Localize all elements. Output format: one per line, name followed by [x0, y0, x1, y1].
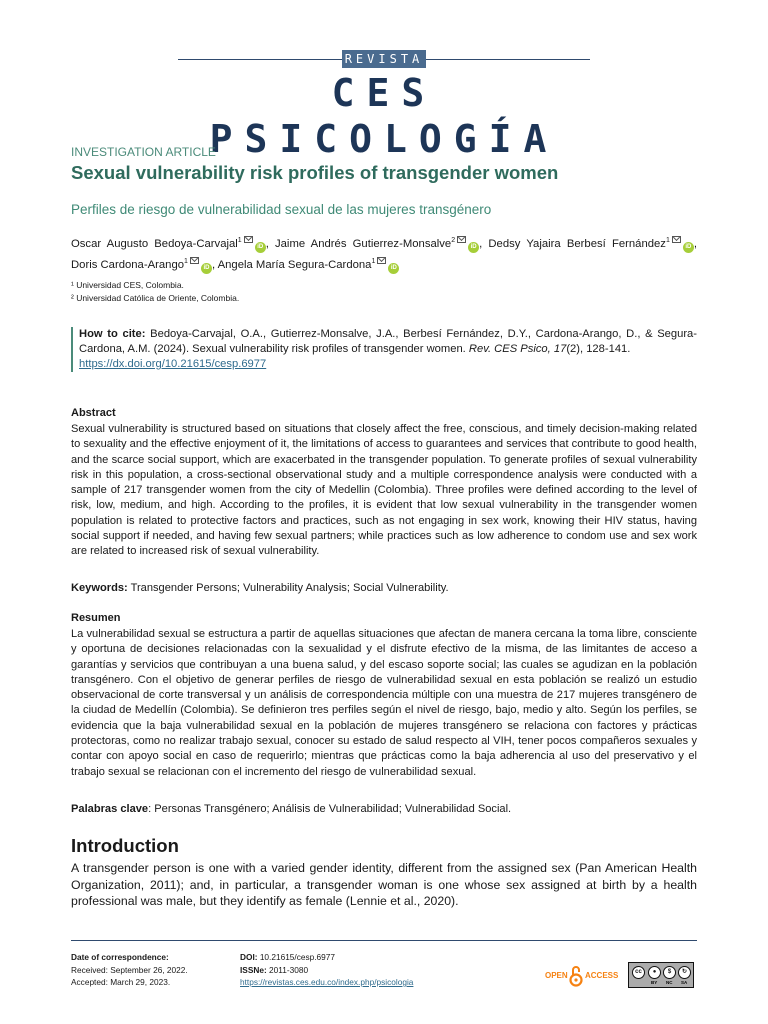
affiliation-1: ¹ Universidad CES, Colombia. — [71, 280, 184, 290]
cite-journal: Rev. CES Psico, 17 — [468, 343, 567, 355]
how-to-cite — [71, 327, 697, 372]
footer-rule — [71, 940, 697, 941]
author-affiliation-sup: 2 — [451, 237, 456, 244]
resumen-heading: Resumen — [71, 612, 121, 624]
cite-text: Bedoya-Carvajal, O.A., Gutierrez-Monsalve, J.A., Berbesí Fernández, D.Y., Cardona-Arango, D., & Segura-Cardona, A.M. (2024). Sexual vulnerability risk profiles of transgender women. — [79, 328, 697, 355]
oa-access-text: ACCESS — [585, 971, 619, 980]
palabras-clave-label: Palabras clave — [71, 803, 149, 815]
orcid-icon[interactable]: iD — [388, 263, 399, 274]
issn-value: 2011-3080 — [266, 964, 309, 975]
author-name: Jaime Andrés Gutierrez-Monsalve — [275, 237, 452, 250]
email-icon[interactable] — [672, 236, 681, 243]
cc-nc-icon: $ — [663, 966, 676, 979]
cc-by-icon: ● — [648, 966, 661, 979]
open-access-logo — [545, 963, 619, 991]
keywords — [71, 582, 697, 594]
author-name: Oscar Augusto Bedoya-Carvajal — [71, 237, 238, 250]
author-name: Angela María Segura-Cardona — [217, 258, 372, 271]
header-rule-left — [178, 59, 342, 60]
article-title-spanish: Perfiles de riesgo de vulnerabilidad sexual de las mujeres transgénero — [71, 202, 492, 217]
open-access-lock-icon — [569, 965, 583, 987]
correspondence-label: Date of correspondence: — [71, 952, 169, 962]
author-affiliation-sup: 1 — [184, 257, 188, 265]
resumen-text: La vulnerabilidad sexual se estructura a partir de aquellas situaciones que afectan de manera cercana la toma libre, consciente y oportuna de decisiones relacionadas con la sexualidad y el disfrute efectivo de la misma, de las limitantes de acceso a garantías y servicios que contribuyan a una buena salud, y del escaso soporte social; las cuales se agudizan en la población transgénero. Con el objetivo de generar perfiles de riesgo de vulnerabilidad sexual en esta población se realizó un estudio observacional de corte transversal y un análisis de correspondencia múltiple con una muestra de 217 mujeres transgénero de la ciudad de Medellín (Colombia). Se definieron tres perfiles según el nivel de riesgo, bajo, medio y alto. Según los perfiles, se evidencia que la baja vulnerabilidad sexual en la población de mujeres transgénero se relaciona con factores y prácticas protectoras, como no realizar trabajo sexual, conocer su estado de salud respecto al VIH, tener pocos compañeros sexuales y contar con apoyo social en caso de requerirlo; mientras que prácticas como la baja adherencia al uso del preservativo y el trabajo sexual se relacionan con el incremento del riesgo de vulnerabilidad sexual. — [71, 628, 697, 778]
author[interactable] — [71, 259, 212, 271]
email-icon[interactable] — [457, 236, 466, 243]
author-affiliation-sup: 1 — [371, 257, 376, 265]
author[interactable] — [275, 238, 479, 250]
article-type: INVESTIGATION ARTICLE — [71, 145, 216, 159]
orcid-icon[interactable]: iD — [468, 242, 479, 253]
doi-value: 10.21615/cesp.6977 — [257, 952, 336, 962]
journal-title: CES PSICOLOGÍA — [209, 71, 559, 161]
abstract-text: Sexual vulnerability is structured based on situations that closely affect the free, conscious, and timely decision-making related to sexuality and the effective enjoyment of it, the limitations of access to guarantees and services that contribute to good health, and the scarce social support, which are exacerbated in the transgender population. To generate profiles of sexual vulnerability risk in this population, a cross-sectional observational study and a multiple correspondence analysis were conducted with a sample of 217 transgender women from the city of Medellin (Colombia). Three profiles were defined according to the level of risk, low, medium, and high. According to the profiles, it is evident that low sexual vulnerability in the transgender women population is related to protective factors and practices, such as not engaging in sex work, knowing their HIV status, having social support if needed, and having few sexual partners; while practices such as low adherence to condom use and sex work are related to increased risk of sexual vulnerability. — [71, 423, 697, 558]
header-rule-right — [426, 59, 590, 60]
introduction-heading: Introduction — [71, 835, 179, 856]
email-icon[interactable] — [190, 257, 199, 264]
received-date: Received: September 26, 2022. — [71, 964, 188, 975]
author-name: Doris Cardona-Arango — [71, 258, 185, 271]
palabras-clave — [71, 803, 697, 815]
publication-ids — [240, 951, 413, 989]
doi-link[interactable]: https://dx.doi.org/10.21615/cesp.6977 — [79, 358, 267, 370]
journal-url-link[interactable]: https://revistas.ces.edu.co/index.php/psicologia — [240, 977, 414, 987]
affiliation-2: ² Universidad Católica de Oriente, Colombia. — [71, 293, 240, 303]
orcid-icon[interactable]: iD — [201, 263, 212, 274]
oa-open-text: OPEN — [545, 971, 568, 980]
cc-license-badge[interactable] — [628, 962, 694, 988]
cite-label: How to cite: — [79, 328, 146, 340]
issn-label: ISSNe: — [240, 964, 267, 975]
cc-logo-icon: cc — [632, 966, 645, 979]
author-name: Dedsy Yajaira Berbesí Fernández — [488, 237, 666, 250]
correspondence-dates — [71, 951, 188, 989]
cc-sa-label: SA — [681, 980, 688, 985]
cc-nc-label: NC — [666, 980, 673, 985]
cc-sa-icon: ↻ — [678, 966, 691, 979]
keywords-label: Keywords: — [71, 582, 128, 594]
revista-label: REVISTA — [342, 50, 426, 68]
email-icon[interactable] — [377, 257, 386, 264]
author-affiliation-sup: 1 — [665, 237, 670, 244]
cite-issue-pages: (2), 128-141. — [566, 343, 631, 355]
author[interactable] — [71, 238, 266, 250]
abstract-heading: Abstract — [71, 407, 116, 419]
palabras-clave-text: : Personas Transgénero; Análisis de Vulnerabilidad; Vulnerabilidad Social. — [148, 803, 512, 815]
accepted-date: Accepted: March 29, 2023. — [71, 977, 171, 987]
author-affiliation-sup: 1 — [237, 237, 242, 244]
article-title: Sexual vulnerability risk profiles of transgender women — [71, 162, 559, 183]
orcid-icon[interactable]: iD — [683, 242, 694, 253]
email-icon[interactable] — [244, 236, 253, 243]
keywords-text: Transgender Persons; Vulnerability Analysis; Social Vulnerability. — [130, 582, 449, 594]
introduction-text: A transgender person is one with a varied gender identity, different from the assigned sex (Pan American Health Organization, 2011); and, in particular, a transgender woman is one whose sex assigned at birth by a health professional was male, but they identify as female (Lennie et al., 2020). — [71, 861, 697, 908]
doi-label: DOI: — [240, 952, 258, 962]
cc-by-label: BY — [651, 980, 658, 985]
author-list: Oscar Augusto Bedoya-Carvajal$^1$iD , Jaime Andrés Gutierrez-Monsalve$^2$iD , Dedsy Yajaira Berbesí Fernández$^1$iD , Doris Cardona-Arango$^1$iD , Angela María Segura-Cardona$^1$iD — [71, 232, 697, 274]
author[interactable] — [488, 238, 693, 250]
author[interactable] — [218, 259, 400, 271]
orcid-icon[interactable]: iD — [255, 242, 266, 253]
